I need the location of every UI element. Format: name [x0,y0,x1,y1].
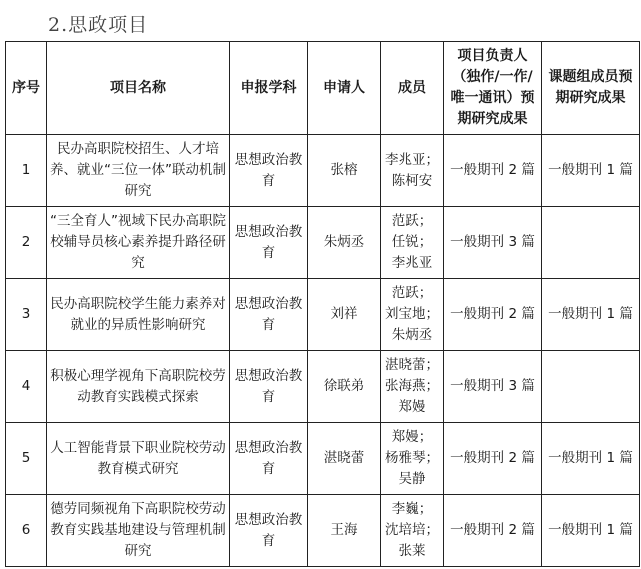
member-name: 刘宝地； [385,306,439,322]
project-name: 积极心理学视角下高职院校劳动教育实践模式探索 [47,351,230,423]
member-results-cell: 一般期刊 1 篇 [542,279,640,351]
member-name: 李巍； [391,501,433,517]
row-index: 5 [6,423,47,495]
member-name: 李兆亚； [385,151,439,168]
member-name: 范跃； [391,285,433,301]
project-name: 人工智能背景下职业院校劳动教育模式研究 [47,423,230,495]
header-applicant: 申请人 [308,42,381,135]
member-name: 朱炳丞 [391,327,433,343]
applicant-cell: 徐联弟 [308,351,381,423]
table-row [6,495,640,567]
applicant-cell: 湛晓蕾 [308,423,381,495]
member-name: 范跃； [391,213,433,229]
project-name: 德劳同频视角下高职院校劳动教育实践基地建设与管理机制研究 [47,495,230,567]
members-cell [381,495,444,567]
table-row [6,423,640,495]
header-leader-results: 项目负责人（独作/一作/唯一通讯）预期研究成果 [444,42,542,135]
leader-results-cell: 一般期刊 3 篇 [444,351,542,423]
row-index: 6 [6,495,47,567]
project-name: “三全育人”视域下民办高职院校辅导员核心素养提升路径研究 [47,207,230,279]
table-row [6,135,640,207]
header-member-results: 课题组成员预期研究成果 [542,42,640,135]
subject-cell: 思想政治教育 [230,207,308,279]
applicant-cell: 刘祥 [308,279,381,351]
subject-cell: 思想政治教育 [230,351,308,423]
applicant-cell: 王海 [308,495,381,567]
subject-cell: 思想政治教育 [230,495,308,567]
member-results-cell: 一般期刊 1 篇 [542,423,640,495]
member-results-cell: 一般期刊 1 篇 [542,135,640,207]
applicant-cell: 张榕 [308,135,381,207]
member-name: 张莱 [398,543,426,559]
leader-results-cell: 一般期刊 2 篇 [444,135,542,207]
header-name: 项目名称 [47,42,230,135]
project-table [5,41,640,567]
member-name: 湛晓蕾； [385,357,439,373]
member-name: 沈培培； [385,522,439,538]
project-name: 民办高职院校学生能力素养对就业的异质性影响研究 [47,279,230,351]
member-name: 张海燕； [385,378,439,394]
row-index: 4 [6,351,47,423]
leader-results-cell: 一般期刊 2 篇 [444,495,542,567]
member-results-cell [542,207,640,279]
members-cell [381,351,444,423]
leader-results-cell: 一般期刊 2 篇 [444,279,542,351]
header-subject: 申报学科 [230,42,308,135]
header-row [6,42,640,135]
leader-results-cell: 一般期刊 3 篇 [444,207,542,279]
table-row [6,207,640,279]
applicant-cell: 朱炳丞 [308,207,381,279]
subject-cell: 思想政治教育 [230,423,308,495]
members-cell [381,279,444,351]
members-cell [381,207,444,279]
member-name: 李兆亚 [391,255,433,271]
member-name: 杨雅琴； [385,450,439,466]
members-cell [381,423,444,495]
member-name: 郑嫚 [398,399,426,415]
row-index: 3 [6,279,47,351]
member-name: 任锐； [391,234,433,250]
member-name: 郑嫚； [391,429,433,445]
member-name: 陈柯安 [391,172,433,189]
member-results-cell [542,351,640,423]
member-results-cell: 一般期刊 1 篇 [542,495,640,567]
member-name: 吴静 [398,471,426,487]
section-title: 2.思政项目 [48,14,149,36]
header-index: 序号 [6,42,47,135]
leader-results-cell: 一般期刊 2 篇 [444,423,542,495]
row-index: 2 [6,207,47,279]
row-index: 1 [6,135,47,207]
project-name: 民办高职院校招生、人才培养、就业“三位一体”联动机制研究 [47,135,230,207]
members-cell [381,135,444,207]
table-row [6,351,640,423]
subject-cell: 思想政治教育 [230,279,308,351]
subject-cell: 思想政治教育 [230,135,308,207]
table-row [6,279,640,351]
header-members: 成员 [381,42,444,135]
